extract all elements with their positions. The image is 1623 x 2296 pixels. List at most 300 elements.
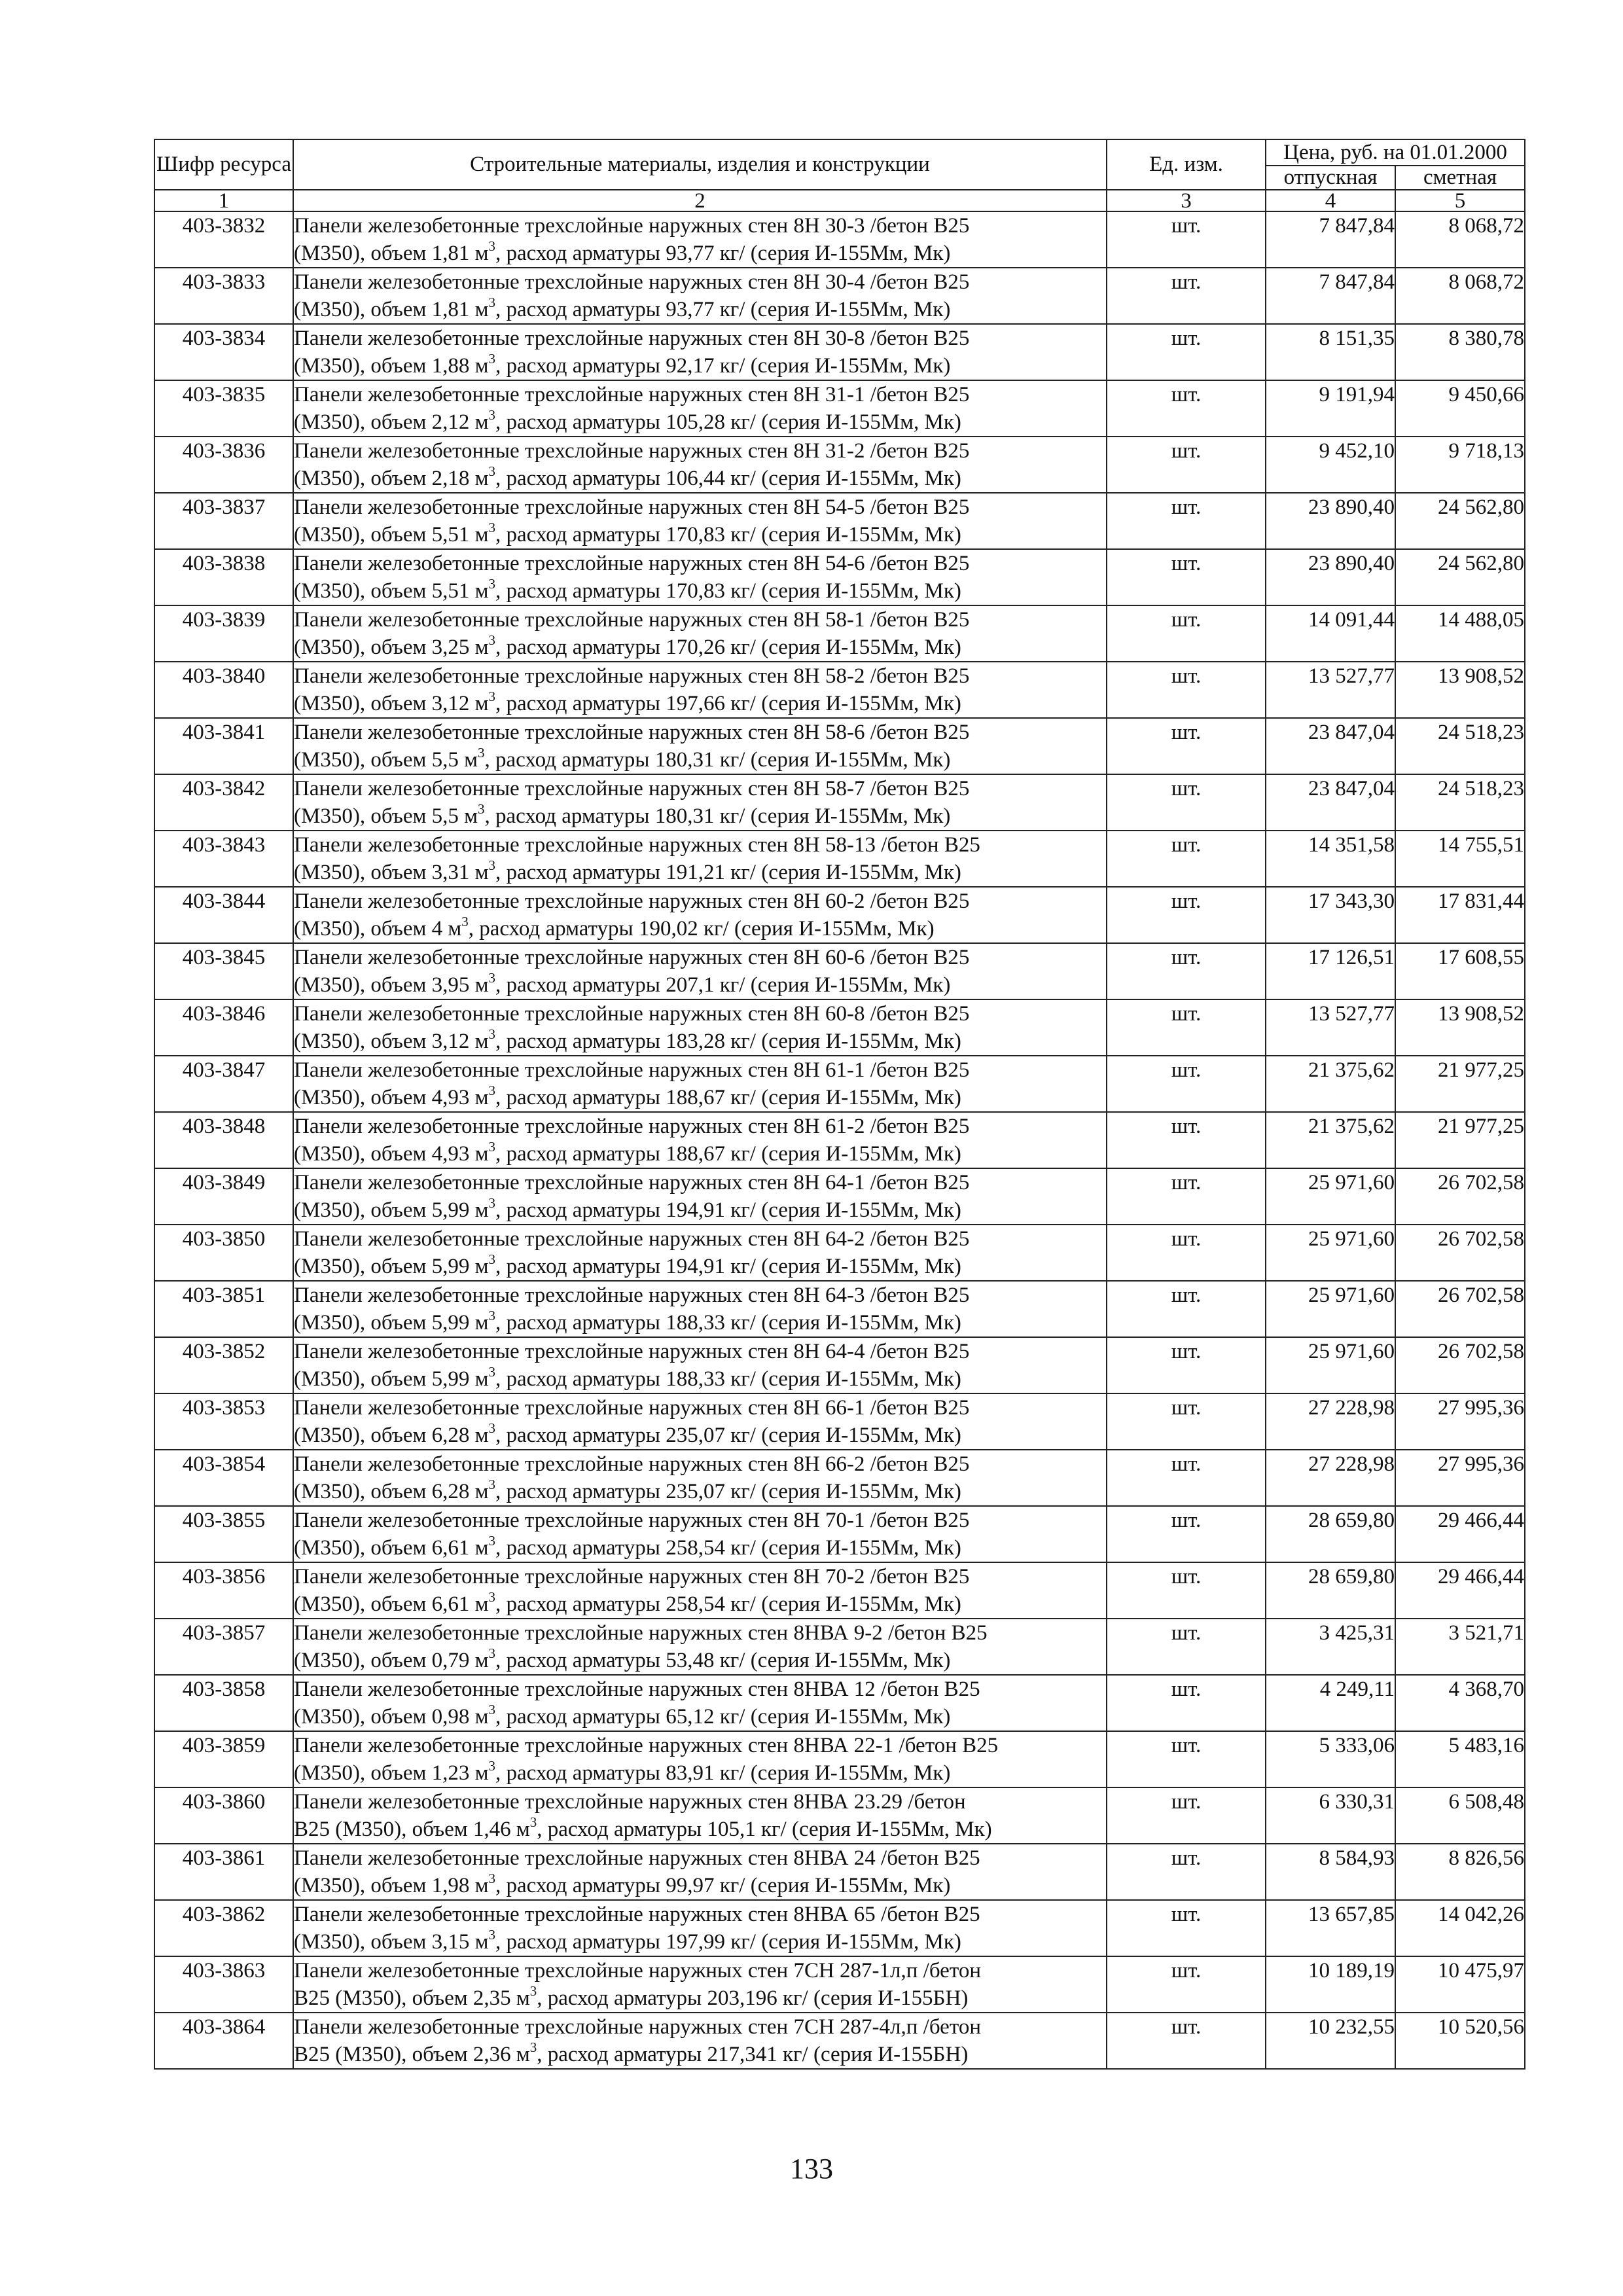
material-name: [293, 268, 1107, 324]
resource-code: 403-3834: [154, 324, 293, 380]
estimate-price: 29 466,44: [1395, 1562, 1525, 1619]
material-name-line1: Панели железобетонные трехслойные наружных стен 7СН 287-1л,п /бетон: [294, 1959, 981, 1982]
material-name-line2-rest: , расход арматуры 93,77 кг/ (серия И-155Мм, Мк): [495, 242, 951, 265]
cubic-superscript: 3: [488, 1308, 496, 1323]
header-name: Строительные материалы, изделия и конструкции: [293, 139, 1107, 190]
material-name-line2-rest: , расход арматуры 93,77 кг/ (серия И-155Мм, Мк): [495, 298, 951, 321]
material-name-line2-rest: , расход арматуры 207,1 кг/ (серия И-155Мм, Мк): [495, 973, 951, 997]
release-price: 13 527,77: [1266, 662, 1395, 718]
material-name-line2: (М350), объем 2,12 м: [294, 410, 489, 434]
unit: шт.: [1107, 943, 1266, 999]
material-name-line2-rest: , расход арматуры 106,44 кг/ (серия И-155Мм, Мк): [495, 467, 961, 490]
release-price: 3 425,31: [1266, 1619, 1395, 1675]
material-name-line2-rest: , расход арматуры 188,67 кг/ (серия И-155Мм, Мк): [495, 1086, 961, 1109]
material-name: [293, 1225, 1107, 1281]
cubic-superscript: 3: [529, 2039, 537, 2055]
material-name-line1: Панели железобетонные трехслойные наружных стен 8Н 70-1 /бетон В25: [294, 1509, 970, 1532]
table-row: [154, 999, 1525, 1056]
release-price: 13 657,85: [1266, 1900, 1395, 1956]
resource-code: 403-3838: [154, 549, 293, 605]
material-name: [293, 605, 1107, 662]
column-number: 3: [1107, 190, 1266, 211]
material-name-line2-rest: , расход арматуры 170,83 кг/ (серия И-155Мм, Мк): [495, 579, 961, 603]
release-price: 13 527,77: [1266, 999, 1395, 1056]
estimate-price: 26 702,58: [1395, 1337, 1525, 1393]
table-body: [154, 211, 1525, 2069]
material-name: [293, 1056, 1107, 1112]
column-number: 1: [154, 190, 293, 211]
resource-code: 403-3856: [154, 1562, 293, 1619]
cubic-superscript: 3: [461, 914, 469, 929]
release-price: 23 890,40: [1266, 493, 1395, 549]
estimate-price: 5 483,16: [1395, 1731, 1525, 1787]
release-price: 7 847,84: [1266, 268, 1395, 324]
resource-code: 403-3852: [154, 1337, 293, 1393]
cubic-superscript: 3: [488, 857, 496, 873]
release-price: 21 375,62: [1266, 1112, 1395, 1168]
estimate-price: 3 521,71: [1395, 1619, 1525, 1675]
release-price: 27 228,98: [1266, 1450, 1395, 1506]
table-row: [154, 493, 1525, 549]
release-price: 7 847,84: [1266, 211, 1395, 268]
material-name: [293, 1844, 1107, 1900]
material-name: [293, 1281, 1107, 1337]
resource-code: 403-3863: [154, 1956, 293, 2013]
material-name-line1: Панели железобетонные трехслойные наружных стен 8Н 58-6 /бетон В25: [294, 721, 970, 744]
resource-code: 403-3850: [154, 1225, 293, 1281]
material-name-line2: (М350), объем 5,99 м: [294, 1311, 489, 1335]
unit: шт.: [1107, 1112, 1266, 1168]
material-name: [293, 1900, 1107, 1956]
estimate-price: 14 755,51: [1395, 831, 1525, 887]
release-price: 25 971,60: [1266, 1281, 1395, 1337]
release-price: 21 375,62: [1266, 1056, 1395, 1112]
material-name-line2-rest: , расход арматуры 191,21 кг/ (серия И-155Мм, Мк): [495, 861, 961, 884]
material-name-line2: (М350), объем 4,93 м: [294, 1086, 489, 1109]
column-number: 4: [1266, 190, 1395, 211]
cubic-superscript: 3: [478, 801, 485, 817]
cubic-superscript: 3: [488, 1083, 496, 1098]
material-name-line1: Панели железобетонные трехслойные наружных стен 8Н 64-3 /бетон В25: [294, 1283, 970, 1307]
material-name-line2-rest: , расход арматуры 258,54 кг/ (серия И-155Мм, Мк): [495, 1592, 961, 1616]
resource-code: 403-3843: [154, 831, 293, 887]
unit: шт.: [1107, 1450, 1266, 1506]
table-row: [154, 2013, 1525, 2069]
table-row: [154, 1956, 1525, 2013]
unit: шт.: [1107, 999, 1266, 1056]
cubic-superscript: 3: [488, 351, 496, 367]
material-name-line2-rest: , расход арматуры 170,26 кг/ (серия И-155Мм, Мк): [495, 636, 961, 659]
material-name-line2-rest: , расход арматуры 180,31 кг/ (серия И-155Мм, Мк): [484, 804, 951, 828]
estimate-price: 24 562,80: [1395, 549, 1525, 605]
material-name: [293, 1562, 1107, 1619]
table-row: [154, 1675, 1525, 1731]
estimate-price: 13 908,52: [1395, 999, 1525, 1056]
material-name-line1: Панели железобетонные трехслойные наружных стен 8Н 58-2 /бетон В25: [294, 664, 970, 688]
material-name-line2-rest: , расход арматуры 197,99 кг/ (серия И-155Мм, Мк): [495, 1930, 961, 1954]
material-name-line2-rest: , расход арматуры 197,66 кг/ (серия И-155Мм, Мк): [495, 692, 961, 715]
release-price: 8 151,35: [1266, 324, 1395, 380]
unit: шт.: [1107, 1337, 1266, 1393]
material-name-line2: (М350), объем 3,15 м: [294, 1930, 489, 1954]
price-table: [154, 139, 1525, 2070]
material-name-line1: Панели железобетонные трехслойные наружных стен 8Н 66-2 /бетон В25: [294, 1452, 970, 1476]
table-row: [154, 831, 1525, 887]
header-price: Цена, руб. на 01.01.2000: [1266, 139, 1525, 166]
resource-code: 403-3844: [154, 887, 293, 943]
estimate-price: 13 908,52: [1395, 662, 1525, 718]
table-row: [154, 1168, 1525, 1225]
resource-code: 403-3862: [154, 1900, 293, 1956]
material-name: [293, 718, 1107, 774]
page-number: 133: [790, 2153, 833, 2185]
material-name-line1: Панели железобетонные трехслойные наружных стен 8Н 54-5 /бетон В25: [294, 495, 970, 519]
resource-code: 403-3842: [154, 774, 293, 831]
release-price: 25 971,60: [1266, 1168, 1395, 1225]
table-row: [154, 943, 1525, 999]
material-name-line2: В25 (М350), объем 1,46 м: [294, 1818, 530, 1841]
cubic-superscript: 3: [488, 238, 496, 254]
material-name-line2-rest: , расход арматуры 235,07 кг/ (серия И-155Мм, Мк): [495, 1480, 961, 1503]
material-name-line1: Панели железобетонные трехслойные наружных стен 8Н 60-2 /бетон В25: [294, 889, 970, 913]
material-name: [293, 1112, 1107, 1168]
unit: шт.: [1107, 605, 1266, 662]
table-row: [154, 268, 1525, 324]
material-name-line2: (М350), объем 1,88 м: [294, 354, 489, 378]
material-name-line1: Панели железобетонные трехслойные наружных стен 8Н 31-1 /бетон В25: [294, 383, 970, 406]
material-name-line2-rest: , расход арматуры 188,33 кг/ (серия И-155Мм, Мк): [495, 1311, 961, 1335]
material-name: [293, 1450, 1107, 1506]
material-name: [293, 1675, 1107, 1731]
release-price: 9 191,94: [1266, 380, 1395, 437]
cubic-superscript: 3: [488, 1871, 496, 1886]
material-name-line1: Панели железобетонные трехслойные наружных стен 8Н 54-6 /бетон В25: [294, 552, 970, 575]
resource-code: 403-3846: [154, 999, 293, 1056]
material-name-line2-rest: , расход арматуры 99,97 кг/ (серия И-155Мм, Мк): [495, 1874, 951, 1897]
resource-code: 403-3847: [154, 1056, 293, 1112]
material-name-line2-rest: , расход арматуры 92,17 кг/ (серия И-155Мм, Мк): [495, 354, 951, 378]
material-name-line2: (М350), объем 6,28 м: [294, 1480, 489, 1503]
table-row: [154, 1900, 1525, 1956]
material-name-line2: (М350), объем 3,25 м: [294, 636, 489, 659]
material-name: [293, 1506, 1107, 1562]
material-name: [293, 774, 1107, 831]
unit: шт.: [1107, 718, 1266, 774]
table-row: [154, 1562, 1525, 1619]
cubic-superscript: 3: [488, 1758, 496, 1774]
table-row: [154, 1619, 1525, 1675]
material-name: [293, 1787, 1107, 1844]
unit: шт.: [1107, 774, 1266, 831]
cubic-superscript: 3: [488, 632, 496, 648]
estimate-price: 27 995,36: [1395, 1450, 1525, 1506]
material-name-line1: Панели железобетонные трехслойные наружных стен 8Н 60-6 /бетон В25: [294, 946, 970, 969]
cubic-superscript: 3: [529, 1814, 537, 1830]
unit: шт.: [1107, 1562, 1266, 1619]
material-name-line2-rest: , расход арматуры 194,91 кг/ (серия И-155Мм, Мк): [495, 1198, 961, 1222]
cubic-superscript: 3: [488, 1420, 496, 1436]
material-name-line2-rest: , расход арматуры 180,31 кг/ (серия И-155Мм, Мк): [484, 748, 951, 772]
table-row: [154, 324, 1525, 380]
material-name-line2-rest: , расход арматуры 183,28 кг/ (серия И-155Мм, Мк): [495, 1030, 961, 1053]
material-name: [293, 2013, 1107, 2069]
estimate-price: 8 068,72: [1395, 211, 1525, 268]
material-name-line2: (М350), объем 3,12 м: [294, 692, 489, 715]
material-name: [293, 1337, 1107, 1393]
table-row: [154, 1844, 1525, 1900]
material-name-line2-rest: , расход арматуры 188,67 кг/ (серия И-155Мм, Мк): [495, 1142, 961, 1166]
estimate-price: 8 826,56: [1395, 1844, 1525, 1900]
cubic-superscript: 3: [488, 1139, 496, 1155]
cubic-superscript: 3: [488, 520, 496, 535]
material-name-line2: (М350), объем 5,51 м: [294, 523, 489, 547]
material-name-line2-rest: , расход арматуры 203,196 кг/ (серия И-155БН): [537, 1986, 969, 2010]
material-name-line1: Панели железобетонные трехслойные наружных стен 8Н 58-7 /бетон В25: [294, 777, 970, 800]
cubic-superscript: 3: [488, 1364, 496, 1380]
estimate-price: 26 702,58: [1395, 1225, 1525, 1281]
table-row: [154, 605, 1525, 662]
resource-code: 403-3839: [154, 605, 293, 662]
estimate-price: 14 488,05: [1395, 605, 1525, 662]
material-name-line2: В25 (М350), объем 2,36 м: [294, 2043, 530, 2066]
unit: шт.: [1107, 1619, 1266, 1675]
release-price: 6 330,31: [1266, 1787, 1395, 1844]
unit: шт.: [1107, 1956, 1266, 2013]
cubic-superscript: 3: [488, 1477, 496, 1492]
material-name-line1: Панели железобетонные трехслойные наружных стен 8Н 30-3 /бетон В25: [294, 214, 970, 238]
material-name-line2-rest: , расход арматуры 65,12 кг/ (серия И-155Мм, Мк): [495, 1705, 951, 1729]
material-name-line2: (М350), объем 5,99 м: [294, 1198, 489, 1222]
unit: шт.: [1107, 1900, 1266, 1956]
unit: шт.: [1107, 831, 1266, 887]
resource-code: 403-3861: [154, 1844, 293, 1900]
table-row: [154, 1337, 1525, 1393]
release-price: 4 249,11: [1266, 1675, 1395, 1731]
table-row: [154, 1112, 1525, 1168]
estimate-price: 27 995,36: [1395, 1393, 1525, 1450]
material-name-line2: (М350), объем 0,98 м: [294, 1705, 489, 1729]
estimate-price: 9 450,66: [1395, 380, 1525, 437]
estimate-price: 26 702,58: [1395, 1168, 1525, 1225]
material-name: [293, 662, 1107, 718]
release-price: 10 232,55: [1266, 2013, 1395, 2069]
material-name-line2-rest: , расход арматуры 190,02 кг/ (серия И-155Мм, Мк): [468, 917, 935, 941]
material-name-line1: Панели железобетонные трехслойные наружных стен 8НВА 24 /бетон В25: [294, 1846, 980, 1870]
release-price: 14 351,58: [1266, 831, 1395, 887]
cubic-superscript: 3: [488, 1702, 496, 1717]
release-price: 9 452,10: [1266, 437, 1395, 493]
material-name-line1: Панели железобетонные трехслойные наружных стен 8НВА 65 /бетон В25: [294, 1903, 980, 1926]
estimate-price: 17 608,55: [1395, 943, 1525, 999]
material-name-line2: (М350), объем 3,12 м: [294, 1030, 489, 1053]
resource-code: 403-3854: [154, 1450, 293, 1506]
cubic-superscript: 3: [488, 1645, 496, 1661]
resource-code: 403-3853: [154, 1393, 293, 1450]
cubic-superscript: 3: [488, 1026, 496, 1042]
cubic-superscript: 3: [529, 1983, 537, 1999]
material-name-line1: Панели железобетонные трехслойные наружных стен 8Н 70-2 /бетон В25: [294, 1565, 970, 1588]
material-name-line2: (М350), объем 0,79 м: [294, 1649, 489, 1672]
estimate-price: 9 718,13: [1395, 437, 1525, 493]
material-name-line2: (М350), объем 6,61 м: [294, 1536, 489, 1560]
header-estimate-price: сметная: [1395, 166, 1525, 190]
table-row: [154, 887, 1525, 943]
table-row: [154, 1731, 1525, 1787]
cubic-superscript: 3: [488, 295, 496, 310]
resource-code: 403-3832: [154, 211, 293, 268]
material-name-line1: Панели железобетонные трехслойные наружных стен 8Н 61-2 /бетон В25: [294, 1115, 970, 1138]
estimate-price: 24 518,23: [1395, 774, 1525, 831]
cubic-superscript: 3: [488, 970, 496, 986]
resource-code: 403-3841: [154, 718, 293, 774]
estimate-price: 8 068,72: [1395, 268, 1525, 324]
material-name-line2-rest: , расход арматуры 170,83 кг/ (серия И-155Мм, Мк): [495, 523, 961, 547]
release-price: 25 971,60: [1266, 1225, 1395, 1281]
material-name-line2: (М350), объем 6,61 м: [294, 1592, 489, 1616]
material-name-line2: (М350), объем 5,99 м: [294, 1367, 489, 1391]
estimate-price: 6 508,48: [1395, 1787, 1525, 1844]
material-name: [293, 1168, 1107, 1225]
material-name-line2-rest: , расход арматуры 105,28 кг/ (серия И-155Мм, Мк): [495, 410, 961, 434]
material-name-line1: Панели железобетонные трехслойные наружных стен 8НВА 12 /бетон В25: [294, 1677, 980, 1701]
material-name-line2: (М350), объем 1,23 м: [294, 1761, 489, 1785]
resource-code: 403-3858: [154, 1675, 293, 1731]
material-name-line2: (М350), объем 1,81 м: [294, 242, 489, 265]
resource-code: 403-3857: [154, 1619, 293, 1675]
material-name: [293, 324, 1107, 380]
cubic-superscript: 3: [488, 463, 496, 479]
material-name-line2: (М350), объем 1,81 м: [294, 298, 489, 321]
estimate-price: 21 977,25: [1395, 1112, 1525, 1168]
material-name-line1: Панели железобетонные трехслойные наружных стен 8Н 64-4 /бетон В25: [294, 1340, 970, 1363]
unit: шт.: [1107, 1168, 1266, 1225]
unit: шт.: [1107, 1787, 1266, 1844]
table-row: [154, 211, 1525, 268]
resource-code: 403-3840: [154, 662, 293, 718]
material-name-line2-rest: , расход арматуры 188,33 кг/ (серия И-155Мм, Мк): [495, 1367, 961, 1391]
table-row: [154, 1393, 1525, 1450]
table-row: [154, 437, 1525, 493]
material-name-line2: (М350), объем 2,18 м: [294, 467, 489, 490]
resource-code: 403-3848: [154, 1112, 293, 1168]
material-name-line2: (М350), объем 4 м: [294, 917, 462, 941]
estimate-price: 24 562,80: [1395, 493, 1525, 549]
cubic-superscript: 3: [488, 407, 496, 423]
material-name-line1: Панели железобетонные трехслойные наружных стен 8Н 66-1 /бетон В25: [294, 1396, 970, 1420]
estimate-price: 29 466,44: [1395, 1506, 1525, 1562]
material-name: [293, 549, 1107, 605]
material-name-line2-rest: , расход арматуры 83,91 кг/ (серия И-155Мм, Мк): [495, 1761, 951, 1785]
material-name-line1: Панели железобетонные трехслойные наружных стен 8Н 61-1 /бетон В25: [294, 1058, 970, 1082]
material-name: [293, 831, 1107, 887]
release-price: 5 333,06: [1266, 1731, 1395, 1787]
table-row: [154, 662, 1525, 718]
resource-code: 403-3855: [154, 1506, 293, 1562]
material-name-line1: Панели железобетонные трехслойные наружных стен 8Н 64-2 /бетон В25: [294, 1227, 970, 1251]
unit: шт.: [1107, 324, 1266, 380]
material-name-line2: (М350), объем 3,95 м: [294, 973, 489, 997]
release-price: 23 890,40: [1266, 549, 1395, 605]
release-price: 17 126,51: [1266, 943, 1395, 999]
material-name-line1: Панели железобетонные трехслойные наружных стен 8НВА 23.29 /бетон: [294, 1790, 966, 1814]
unit: шт.: [1107, 1281, 1266, 1337]
material-name-line2: (М350), объем 1,98 м: [294, 1874, 489, 1897]
resource-code: 403-3845: [154, 943, 293, 999]
material-name: [293, 887, 1107, 943]
resource-code: 403-3836: [154, 437, 293, 493]
table-row: [154, 1506, 1525, 1562]
resource-code: 403-3859: [154, 1731, 293, 1787]
estimate-price: 10 520,56: [1395, 2013, 1525, 2069]
release-price: 17 343,30: [1266, 887, 1395, 943]
material-name-line2: (М350), объем 6,28 м: [294, 1424, 489, 1447]
material-name: [293, 999, 1107, 1056]
cubic-superscript: 3: [488, 1589, 496, 1605]
unit: шт.: [1107, 493, 1266, 549]
material-name-line2-rest: , расход арматуры 258,54 кг/ (серия И-155Мм, Мк): [495, 1536, 961, 1560]
resource-code: 403-3837: [154, 493, 293, 549]
resource-code: 403-3864: [154, 2013, 293, 2069]
material-name-line1: Панели железобетонные трехслойные наружных стен 8Н 30-8 /бетон В25: [294, 327, 970, 350]
material-name: [293, 943, 1107, 999]
material-name-line1: Панели железобетонные трехслойные наружных стен 8НВА 22-1 /бетон В25: [294, 1734, 999, 1757]
unit: шт.: [1107, 380, 1266, 437]
release-price: 23 847,04: [1266, 718, 1395, 774]
material-name: [293, 493, 1107, 549]
unit: шт.: [1107, 1225, 1266, 1281]
table-row: [154, 380, 1525, 437]
material-name-line1: Панели железобетонные трехслойные наружных стен 8НВА 9-2 /бетон В25: [294, 1621, 988, 1645]
header-release-price: отпускная: [1266, 166, 1395, 190]
material-name: [293, 380, 1107, 437]
material-name-line1: Панели железобетонные трехслойные наружных стен 8Н 58-1 /бетон В25: [294, 608, 970, 632]
unit: шт.: [1107, 1056, 1266, 1112]
cubic-superscript: 3: [488, 576, 496, 592]
unit: шт.: [1107, 268, 1266, 324]
material-name-line2: (М350), объем 3,31 м: [294, 861, 489, 884]
estimate-price: 24 518,23: [1395, 718, 1525, 774]
material-name: [293, 1619, 1107, 1675]
material-name-line1: Панели железобетонные трехслойные наружных стен 8Н 60-8 /бетон В25: [294, 1002, 970, 1026]
cubic-superscript: 3: [488, 1533, 496, 1549]
unit: шт.: [1107, 549, 1266, 605]
table-row: [154, 1225, 1525, 1281]
material-name-line1: Панели железобетонные трехслойные наружных стен 8Н 31-2 /бетон В25: [294, 439, 970, 463]
unit: шт.: [1107, 1844, 1266, 1900]
unit: шт.: [1107, 2013, 1266, 2069]
estimate-price: 17 831,44: [1395, 887, 1525, 943]
estimate-price: 14 042,26: [1395, 1900, 1525, 1956]
material-name: [293, 437, 1107, 493]
material-name-line2-rest: , расход арматуры 217,341 кг/ (серия И-155БН): [537, 2043, 969, 2066]
material-name-line1: Панели железобетонные трехслойные наружных стен 8Н 64-1 /бетон В25: [294, 1171, 970, 1194]
material-name-line2: (М350), объем 5,5 м: [294, 804, 478, 828]
table-row: [154, 1787, 1525, 1844]
material-name: [293, 1956, 1107, 2013]
column-number: 5: [1395, 190, 1525, 211]
material-name-line2-rest: , расход арматуры 235,07 кг/ (серия И-155Мм, Мк): [495, 1424, 961, 1447]
estimate-price: 4 368,70: [1395, 1675, 1525, 1731]
header-code: Шифр ресурса: [154, 139, 293, 190]
material-name-line2: В25 (М350), объем 2,35 м: [294, 1986, 530, 2010]
estimate-price: 26 702,58: [1395, 1281, 1525, 1337]
estimate-price: 10 475,97: [1395, 1956, 1525, 2013]
unit: шт.: [1107, 1506, 1266, 1562]
material-name-line2-rest: , расход арматуры 194,91 кг/ (серия И-155Мм, Мк): [495, 1255, 961, 1278]
table-row: [154, 1281, 1525, 1337]
table-header: [154, 139, 1525, 211]
table-row: [154, 1056, 1525, 1112]
